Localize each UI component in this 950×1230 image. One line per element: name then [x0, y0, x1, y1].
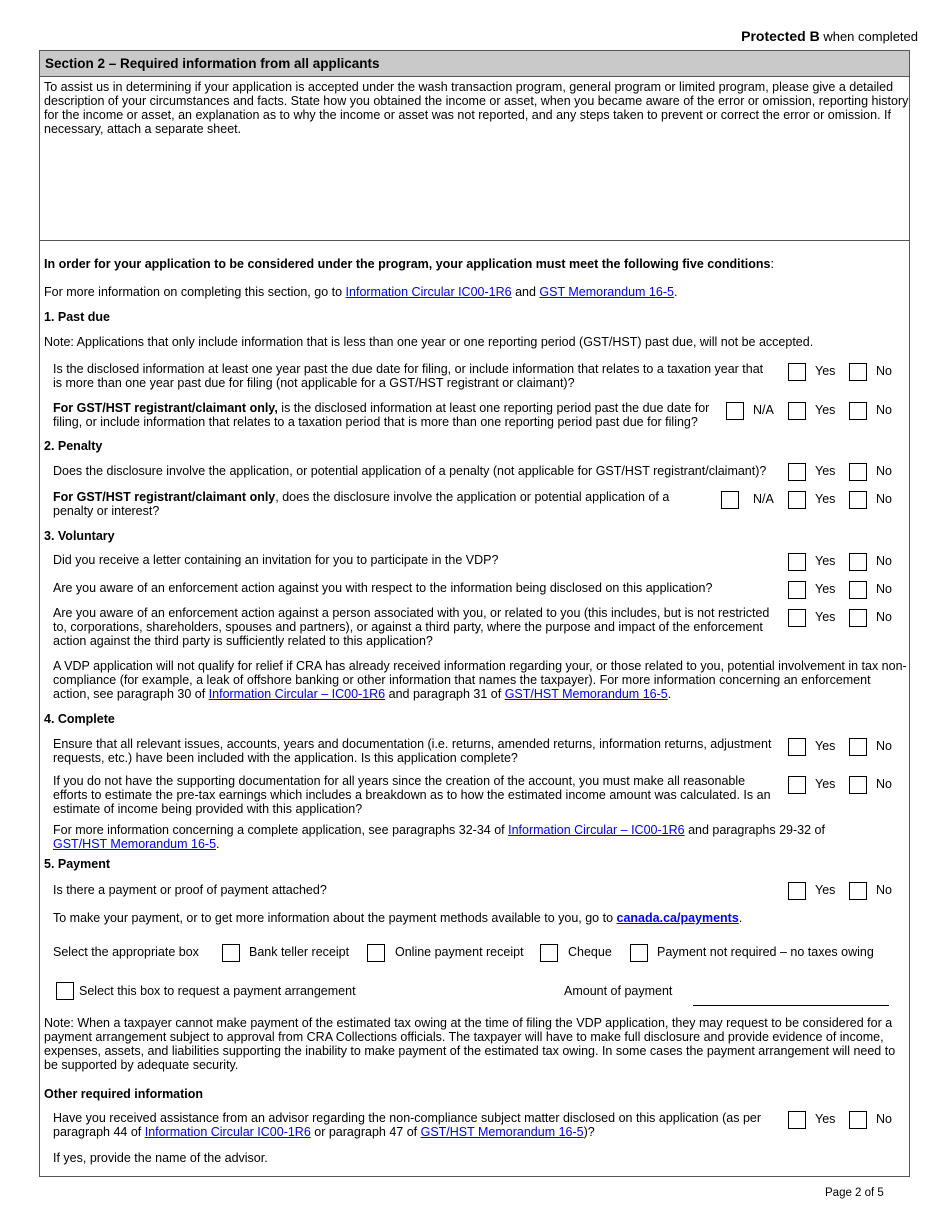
complete-note-text: For more information concerning a complete application, see paragraphs 32-34 of: [53, 823, 509, 837]
no-label: No: [876, 739, 892, 753]
past-due-note: Note: Applications that only include information that is less than one year or one reporting period (GST/HST) past due, will not be accepted.: [44, 335, 814, 349]
page-number: Page 2 of 5: [825, 1187, 884, 1199]
voluntary-note-end: .: [667, 687, 672, 701]
link-canada-payments[interactable]: canada.ca/payments: [616, 911, 739, 925]
voluntary-q1-no-checkbox[interactable]: [849, 553, 867, 571]
past-due-q2-no-checkbox[interactable]: [849, 402, 867, 420]
other-q1-end: )?: [583, 1125, 595, 1139]
complete-note-end: .: [216, 837, 220, 851]
payment-arrangement-checkbox[interactable]: [56, 982, 74, 1000]
payment-note: Note: When a taxpayer cannot make payment of the estimated tax owing at the time of filing the VDP application, they may request to be considered for a payment arrangement subject to approval from CRA Collections officials. The taxpayer will have to make full disclosure and provide evidence of income, expenses, assets, and liabilities supporting the inability to make payment of the estimated tax owing. In some cases the payment arrangement will need to be supported by adequate security.: [44, 1016, 896, 1072]
link-ic00-1r6[interactable]: Information Circular – IC00-1R6: [508, 823, 685, 837]
cheque-label: Cheque: [568, 945, 612, 959]
payment-info-end: .: [738, 911, 743, 925]
complete-note-mid: and paragraphs 29-32 of: [684, 823, 825, 837]
penalty-q2: [53, 490, 693, 518]
protected-header: [741, 28, 918, 44]
no-label: No: [876, 403, 892, 417]
yes-label: Yes: [815, 777, 836, 791]
payment-q1-yes-checkbox[interactable]: [788, 882, 806, 900]
complete-q1-yes-checkbox[interactable]: [788, 738, 806, 756]
yes-label: Yes: [815, 739, 836, 753]
voluntary-q3: Are you aware of an enforcement action against a person associated with you, or related to you (this includes, but is not restricted to, corporations, shareholders, spouses and partners), or against a third party, where the purpose and impact of the enforcement action against the third party is sufficiently related to this application?: [53, 606, 770, 648]
conditions-lead-colon: :: [770, 257, 774, 271]
link-ic00-1r6[interactable]: Information Circular IC00-1R6: [144, 1125, 311, 1139]
voluntary-q2-yes-checkbox[interactable]: [788, 581, 806, 599]
no-label: No: [876, 1112, 892, 1126]
no-label: No: [876, 464, 892, 478]
link-gst-memo-16-5[interactable]: GST/HST Memorandum 16-5: [420, 1125, 584, 1139]
yes-label: Yes: [815, 582, 836, 596]
bank-teller-label: Bank teller receipt: [249, 945, 350, 959]
other-q1: [53, 1111, 773, 1139]
payment-arrangement-label: Select this box to request a payment arrangement: [79, 984, 356, 998]
past-due-q2-bold: For GST/HST registrant/claimant only,: [53, 401, 278, 415]
voluntary-q1-yes-checkbox[interactable]: [788, 553, 806, 571]
penalty-q2-no-checkbox[interactable]: [849, 491, 867, 509]
payment-not-required-checkbox[interactable]: [630, 944, 648, 962]
past-due-title: 1. Past due: [44, 310, 110, 324]
info-and: and: [511, 285, 540, 299]
when-completed-label: when completed: [823, 29, 918, 44]
voluntary-title: 3. Voluntary: [44, 529, 115, 543]
voluntary-q3-yes-checkbox[interactable]: [788, 609, 806, 627]
penalty-q2-text: , does the disclosure involve the application or potential application of a penalty or interest?: [53, 490, 670, 518]
voluntary-q2-no-checkbox[interactable]: [849, 581, 867, 599]
payment-q1-no-checkbox[interactable]: [849, 882, 867, 900]
voluntary-note-mid: and paragraph 31 of: [385, 687, 505, 701]
na-label: N/A: [753, 403, 774, 417]
link-gst-memo-16-5[interactable]: GST/HST Memorandum 16-5: [504, 687, 668, 701]
no-label: No: [876, 610, 892, 624]
advisor-name-label: If yes, provide the name of the advisor.: [53, 1151, 268, 1165]
amount-of-payment-input[interactable]: [693, 988, 889, 1006]
yes-label: Yes: [815, 464, 836, 478]
voluntary-q3-no-checkbox[interactable]: [849, 609, 867, 627]
yes-label: Yes: [815, 883, 836, 897]
past-due-q2-yes-checkbox[interactable]: [788, 402, 806, 420]
past-due-q1-no-checkbox[interactable]: [849, 363, 867, 381]
penalty-q2-bold: For GST/HST registrant/claimant only: [53, 490, 276, 504]
link-gst-memo-16-5[interactable]: GST Memorandum 16-5: [539, 285, 674, 299]
info-prefix: For more information on completing this section, go to: [44, 285, 346, 299]
payment-info-text: To make your payment, or to get more information about the payment methods available to you, go to: [53, 911, 617, 925]
complete-q2-yes-checkbox[interactable]: [788, 776, 806, 794]
past-due-q2-na-checkbox[interactable]: [726, 402, 744, 420]
select-box-label: Select the appropriate box: [53, 945, 199, 959]
penalty-q1-no-checkbox[interactable]: [849, 463, 867, 481]
voluntary-q1: Did you receive a letter containing an invitation for you to participate in the VDP?: [53, 553, 499, 567]
yes-label: Yes: [815, 554, 836, 568]
complete-q2-no-checkbox[interactable]: [849, 776, 867, 794]
na-label: N/A: [753, 492, 774, 506]
yes-label: Yes: [815, 610, 836, 624]
advisor-name-input[interactable]: [300, 1146, 900, 1170]
penalty-q2-na-checkbox[interactable]: [721, 491, 739, 509]
no-label: No: [876, 582, 892, 596]
payment-q1: Is there a payment or proof of payment attached?: [53, 883, 327, 897]
no-label: No: [876, 883, 892, 897]
payment-title: 5. Payment: [44, 857, 111, 871]
online-payment-label: Online payment receipt: [395, 945, 524, 959]
online-payment-checkbox[interactable]: [367, 944, 385, 962]
cheque-checkbox[interactable]: [540, 944, 558, 962]
other-title: Other required information: [44, 1087, 204, 1101]
penalty-q2-yes-checkbox[interactable]: [788, 491, 806, 509]
other-q1-text: Have you received assistance from an advisor regarding the non-compliance subject matter disclosed on this application (as per paragraph 44 of: [53, 1111, 762, 1139]
complete-q1: Ensure that all relevant issues, accounts, years and documentation (i.e. returns, amended returns, information returns, adjustment requests, etc.) have been included with the application. Is this application complete?: [53, 737, 772, 765]
past-due-q2-text: is the disclosed information at least one reporting period past the due date for filing, or include information that relates to a taxation period that is more than one reporting period past due for filing?: [53, 401, 710, 429]
section-title: Section 2 – Required information from all applicants: [45, 56, 380, 71]
other-q1-yes-checkbox[interactable]: [788, 1111, 806, 1129]
payment-not-required-label: Payment not required – no taxes owing: [657, 945, 874, 959]
voluntary-q2: Are you aware of an enforcement action against you with respect to the information being disclosed on this application?: [53, 581, 713, 595]
intro-text: To assist us in determining if your application is accepted under the wash transaction program, general program or limited program, please give a detailed description of your circumstances and facts. State how you obtained the income or asset, when you became aware of the error or omission, reporting history for the income or asset, an explanation as to why the income or asset was not reported, and any steps taken to prevent or correct the error or omission. If necessary, attach a separate sheet.: [44, 80, 909, 136]
yes-label: Yes: [815, 1112, 836, 1126]
voluntary-note-text: A VDP application will not qualify for relief if CRA has already received information regarding your, or those related to you, potential involvement in tax non-compliance (for example, a leak of offshore banking or other information that names the taxpayer). For more information concerning an enforcement action, see paragraph 30 of: [53, 659, 907, 701]
other-q1-mid: or paragraph 47 of: [310, 1125, 421, 1139]
conditions-lead-text: In order for your application to be considered under the program, your application must meet the following five conditions: [44, 257, 771, 271]
no-label: No: [876, 364, 892, 378]
link-ic00-1r6[interactable]: Information Circular IC00-1R6: [345, 285, 512, 299]
no-label: No: [876, 777, 892, 791]
yes-label: Yes: [815, 492, 836, 506]
section-title-bar: [40, 51, 909, 77]
amount-of-payment-label: Amount of payment: [564, 984, 673, 998]
other-q1-no-checkbox[interactable]: [849, 1111, 867, 1129]
no-label: No: [876, 492, 892, 506]
complete-note: [53, 823, 853, 851]
penalty-title: 2. Penalty: [44, 439, 103, 453]
voluntary-note: [53, 659, 909, 701]
complete-q1-no-checkbox[interactable]: [849, 738, 867, 756]
description-textarea[interactable]: [40, 137, 909, 240]
penalty-q1: Does the disclosure involve the application, or potential application of a penalty (not applicable for GST/HST registrant/claimant)?: [53, 464, 767, 478]
past-due-q2: [53, 401, 721, 429]
yes-label: Yes: [815, 403, 836, 417]
complete-title: 4. Complete: [44, 712, 115, 726]
divider: [40, 240, 909, 241]
link-gst-memo-16-5[interactable]: GST/HST Memorandum 16-5: [53, 837, 217, 851]
link-ic00-1r6[interactable]: Information Circular – IC00-1R6: [208, 687, 386, 701]
info-period: .: [673, 285, 678, 299]
payment-info: [53, 911, 742, 925]
past-due-q1: Is the disclosed information at least one year past the due date for filing, or include information that relates to a taxation year that is more than one year past due for filing (not applicable for a GST/HST registrant or claimant)?: [53, 362, 764, 390]
past-due-q1-yes-checkbox[interactable]: [788, 363, 806, 381]
conditions-lead: [44, 257, 774, 271]
yes-label: Yes: [815, 364, 836, 378]
complete-q2: If you do not have the supporting documentation for all years since the creation of the account, you must make all reasonable efforts to estimate the pre-tax earnings which includes a breakdown as to how the estimated income amount was calculated. Is an estimate of income being provided with this application?: [53, 774, 771, 816]
conditions-info: [44, 285, 677, 299]
no-label: No: [876, 554, 892, 568]
bank-teller-checkbox[interactable]: [222, 944, 240, 962]
penalty-q1-yes-checkbox[interactable]: [788, 463, 806, 481]
protected-label: Protected B: [741, 28, 820, 44]
